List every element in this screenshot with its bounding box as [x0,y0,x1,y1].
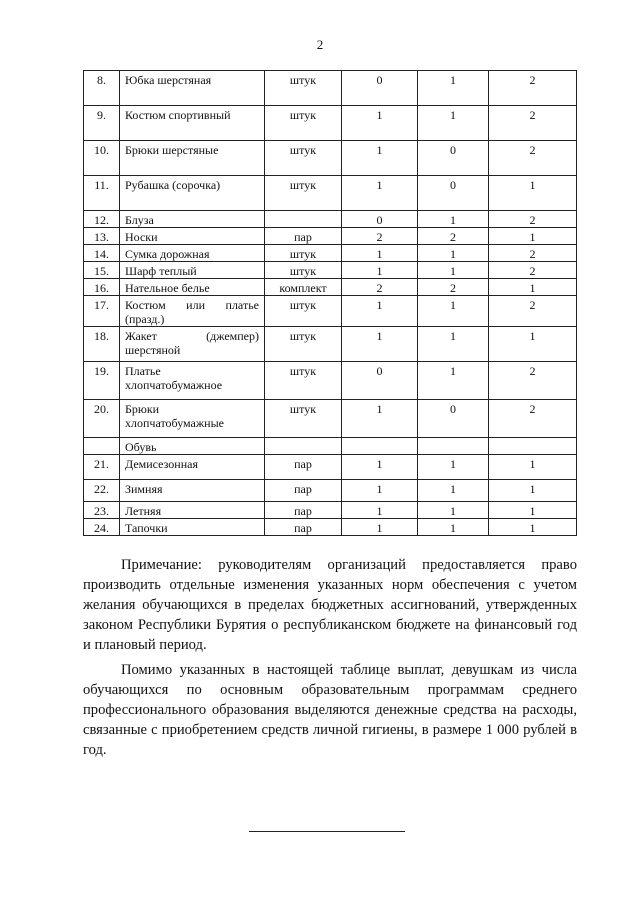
unit-of-measure: штук [265,176,342,211]
quantity-3: 1 [489,455,577,480]
table-row [84,519,577,536]
quantity-1: 1 [342,296,418,327]
unit-of-measure: пар [265,519,342,536]
quantity-1: 1 [342,480,418,502]
item-name: Брюки шерстяные [120,141,265,176]
row-number: 11. [84,176,120,211]
table-row [84,438,577,455]
quantity-1: 0 [342,362,418,400]
unit-of-measure: штук [265,400,342,438]
table-row [84,262,577,279]
row-number: 10. [84,141,120,176]
item-name: Рубашка (сорочка) [120,176,265,211]
quantity-1: 1 [342,502,418,519]
row-number: 24. [84,519,120,536]
unit-of-measure [265,211,342,228]
item-name: Платье хлопчатобумажное [120,362,265,400]
unit-of-measure: штук [265,362,342,400]
closing-rule [249,831,405,832]
quantity-2: 1 [418,106,489,141]
row-number: 17. [84,296,120,327]
item-name: Демисезонная [120,455,265,480]
row-number: 19. [84,362,120,400]
quantity-1: 1 [342,176,418,211]
table-body [84,71,577,536]
table-row [84,245,577,262]
table-row [84,362,577,400]
clothing-norms-table [83,70,577,536]
quantity-2: 2 [418,279,489,296]
quantity-1 [342,438,418,455]
item-name: Обувь [120,438,265,455]
quantity-1: 1 [342,245,418,262]
item-name: Костюм спортивный [120,106,265,141]
quantity-2: 1 [418,71,489,106]
table-row [84,211,577,228]
row-number: 13. [84,228,120,245]
table-row [84,327,577,362]
item-name: Летняя [120,502,265,519]
table-row [84,296,577,327]
quantity-3: 1 [489,176,577,211]
quantity-2 [418,438,489,455]
quantity-1: 1 [342,141,418,176]
item-name: Шарф теплый [120,262,265,279]
quantity-2: 1 [418,480,489,502]
quantity-2: 1 [418,245,489,262]
unit-of-measure: штук [265,327,342,362]
quantity-1: 2 [342,228,418,245]
unit-of-measure: штук [265,71,342,106]
row-number: 8. [84,71,120,106]
quantity-3 [489,438,577,455]
page-number: 2 [316,37,324,52]
quantity-1: 0 [342,211,418,228]
quantity-3: 2 [489,211,577,228]
quantity-3: 1 [489,327,577,362]
quantity-2: 1 [418,327,489,362]
row-number: 15. [84,262,120,279]
quantity-1: 1 [342,455,418,480]
table-row [84,141,577,176]
item-name: Нательное белье [120,279,265,296]
unit-of-measure: комплект [265,279,342,296]
item-name: Юбка шерстяная [120,71,265,106]
table-row [84,106,577,141]
quantity-3: 2 [489,71,577,106]
item-name: Сумка дорожная [120,245,265,262]
table-row [84,176,577,211]
quantity-2: 1 [418,296,489,327]
quantity-1: 1 [342,106,418,141]
quantity-3: 1 [489,480,577,502]
quantity-2: 0 [418,400,489,438]
table-row [84,455,577,480]
table-row [84,228,577,245]
quantity-3: 2 [489,141,577,176]
row-number: 20. [84,400,120,438]
quantity-2: 1 [418,362,489,400]
quantity-2: 2 [418,228,489,245]
row-number [84,438,120,455]
item-name: Зимняя [120,480,265,502]
item-name: Носки [120,228,265,245]
unit-of-measure: пар [265,502,342,519]
item-name: Блуза [120,211,265,228]
quantity-2: 1 [418,211,489,228]
unit-of-measure [265,438,342,455]
item-name: Жакет (джемпер) шерстяной [120,327,265,362]
quantity-2: 0 [418,141,489,176]
quantity-3: 1 [489,519,577,536]
table-row [84,279,577,296]
row-number: 18. [84,327,120,362]
quantity-1: 0 [342,71,418,106]
quantity-2: 1 [418,519,489,536]
quantity-3: 1 [489,502,577,519]
item-name: Брюки хлопчатобумажные [120,400,265,438]
row-number: 9. [84,106,120,141]
unit-of-measure: пар [265,480,342,502]
quantity-2: 0 [418,176,489,211]
hygiene-paragraph: Помимо указанных в настоящей таблице выплат, девушкам из числа обучающихся по основным образовательным программам среднего профессионального образования выделяются денежные средства на расходы, связанные с приобретением средств личной гигиены, в размере 1 000 рублей в год. [83,662,577,758]
table-row [84,71,577,106]
unit-of-measure: штук [265,141,342,176]
row-number: 23. [84,502,120,519]
quantity-1: 1 [342,400,418,438]
unit-of-measure: штук [265,296,342,327]
unit-of-measure: штук [265,106,342,141]
quantity-3: 1 [489,228,577,245]
unit-of-measure: пар [265,455,342,480]
quantity-3: 2 [489,245,577,262]
unit-of-measure: штук [265,262,342,279]
item-name: Тапочки [120,519,265,536]
quantity-3: 2 [489,362,577,400]
quantity-3: 2 [489,106,577,141]
quantity-3: 2 [489,262,577,279]
quantity-3: 2 [489,400,577,438]
quantity-2: 1 [418,262,489,279]
row-number: 14. [84,245,120,262]
table-row [84,502,577,519]
note-paragraph: Примечание: руководителям организаций предоставляется право производить отдельные изменения указанных норм обеспечения с учетом желания обучающихся в пределах бюджетных ассигнований, утвержденных законом Республики Бурятия о республиканском бюджете на финансовый год и плановый период. [83,557,577,653]
quantity-1: 2 [342,279,418,296]
quantity-1: 1 [342,262,418,279]
unit-of-measure: штук [265,245,342,262]
unit-of-measure: пар [265,228,342,245]
quantity-1: 1 [342,327,418,362]
item-name: Костюм или платье (празд.) [120,296,265,327]
quantity-3: 1 [489,279,577,296]
quantity-1: 1 [342,519,418,536]
quantity-3: 2 [489,296,577,327]
table-row [84,480,577,502]
quantity-2: 1 [418,502,489,519]
quantity-2: 1 [418,455,489,480]
row-number: 21. [84,455,120,480]
row-number: 12. [84,211,120,228]
row-number: 22. [84,480,120,502]
row-number: 16. [84,279,120,296]
table-row [84,400,577,438]
